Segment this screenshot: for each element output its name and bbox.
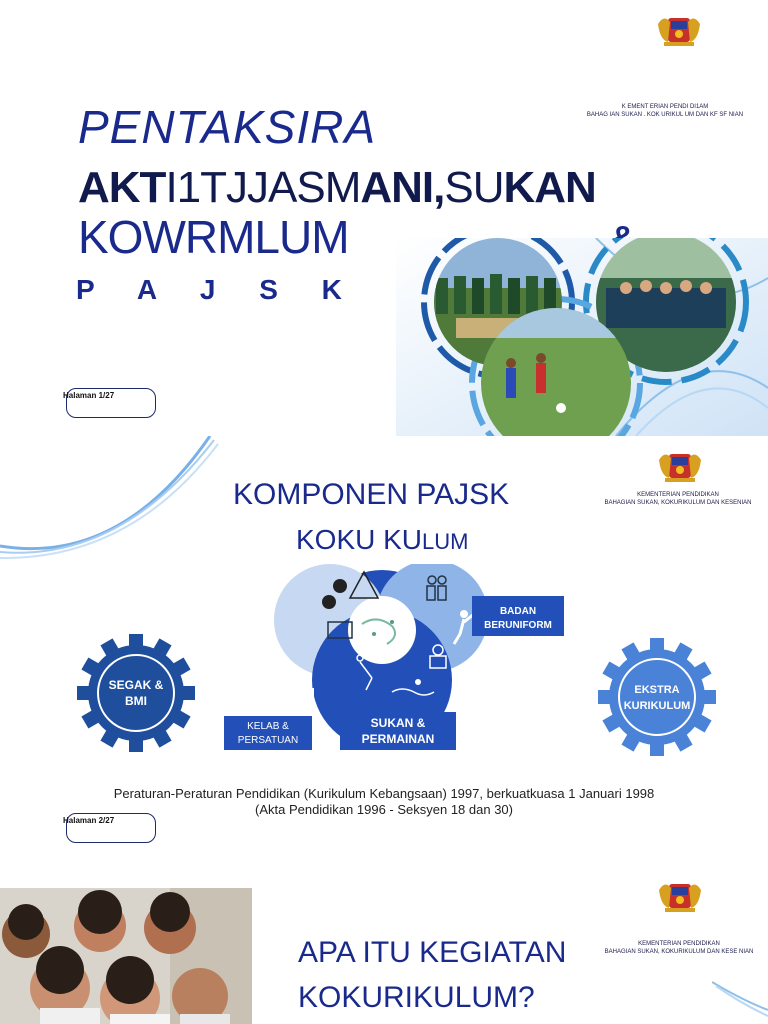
title-line-2-part-c: AN xyxy=(360,163,422,212)
page-indicator xyxy=(63,813,156,843)
label-club-2: PERSATUAN xyxy=(237,735,299,746)
ministry-caption xyxy=(594,940,764,956)
ministry-name: KEMENTERIAN PENDIDIKAN xyxy=(637,492,719,498)
gear-left-label-2: BMI xyxy=(125,694,147,708)
subtitle-part-a: KOKU KU xyxy=(296,524,423,555)
ministry-division: BAHAGIAN SUKAN, KOKURIKULUM DAN KESE NIAN xyxy=(604,949,754,955)
acronym: P A J S K xyxy=(76,274,360,305)
slide-3 xyxy=(0,856,768,1024)
label-sport-2: PERMAINAN xyxy=(361,732,435,746)
title-line-3: KOWRMLUM xyxy=(78,211,349,263)
components-diagram xyxy=(222,564,568,750)
label-uniform-1: BADAN xyxy=(499,606,537,617)
page-number: Halaman 1/27 xyxy=(63,391,115,400)
label-club-1: KELAB & xyxy=(247,721,289,732)
gear-right-label-1: EKSTRA xyxy=(634,684,680,696)
footnote-line-1: Peraturan-Peraturan Pendidikan (Kurikulum Kebangsaan) 1997, berkuatkuasa 1 Januari 1998 xyxy=(113,786,655,801)
slide-title: KOMPONEN PAJSK xyxy=(233,478,510,511)
gear-right-label-2: KURIKULUM xyxy=(623,700,691,712)
title-line-2-part-f: KAN xyxy=(503,163,596,212)
gear-left-label-1: SEGAK & xyxy=(108,678,164,692)
gear-segak-bmi xyxy=(72,634,200,752)
title-line-2-part-b: I1TJJASM xyxy=(165,163,361,212)
slide-title-line-2: KOKURIKULUM? xyxy=(298,981,535,1014)
slide-2 xyxy=(0,436,768,856)
malaysia-crest-icon xyxy=(655,448,705,484)
ministry-name: KEMENTERIAN PENDIDIKAN xyxy=(638,941,720,947)
subtitle-part-b: LUM xyxy=(422,529,469,554)
ministry-caption xyxy=(588,491,768,507)
page-number: Halaman 2/27 xyxy=(63,816,115,825)
footnote-line-2: (Akta Pendidikan 1996 - Seksyen 18 dan 30) xyxy=(254,802,513,817)
label-uniform-2: BERUNIFORM xyxy=(484,620,552,631)
gear-ekstra-kurikulum xyxy=(592,638,722,756)
label-sport-1: SUKAN & xyxy=(370,716,426,730)
ministry-division: BAHAGIAN SUKAN, KOKURIKULUM DAN KESENIAN xyxy=(604,500,752,506)
ministry-caption xyxy=(560,103,768,119)
ministry-division: BAHAG IAN SUKAN . KOK URIKUL UM DAN KF SF NIAN xyxy=(586,112,744,118)
slide-subtitle xyxy=(296,524,468,556)
slide-1 xyxy=(0,0,768,436)
slide-title-line-1: APA ITU KEGIATAN xyxy=(298,936,567,969)
decorative-wave xyxy=(0,436,220,566)
title-line-2-part-a: AKT xyxy=(78,163,166,212)
title-line-2-part-e: SU xyxy=(444,163,504,212)
title-line-2 xyxy=(78,163,596,213)
malaysia-crest-icon xyxy=(655,878,705,914)
ministry-name: K EMENT ERIAN PENDI DI1AM xyxy=(621,104,709,110)
page-indicator xyxy=(63,388,156,418)
children-photo xyxy=(0,888,252,1024)
decorative-wave xyxy=(712,980,768,1024)
title-line-2-part-d: I, xyxy=(421,163,445,212)
malaysia-crest-icon xyxy=(654,12,704,48)
photo-collage xyxy=(396,238,768,436)
title-line-1: PENTAKSIRA xyxy=(78,101,376,153)
